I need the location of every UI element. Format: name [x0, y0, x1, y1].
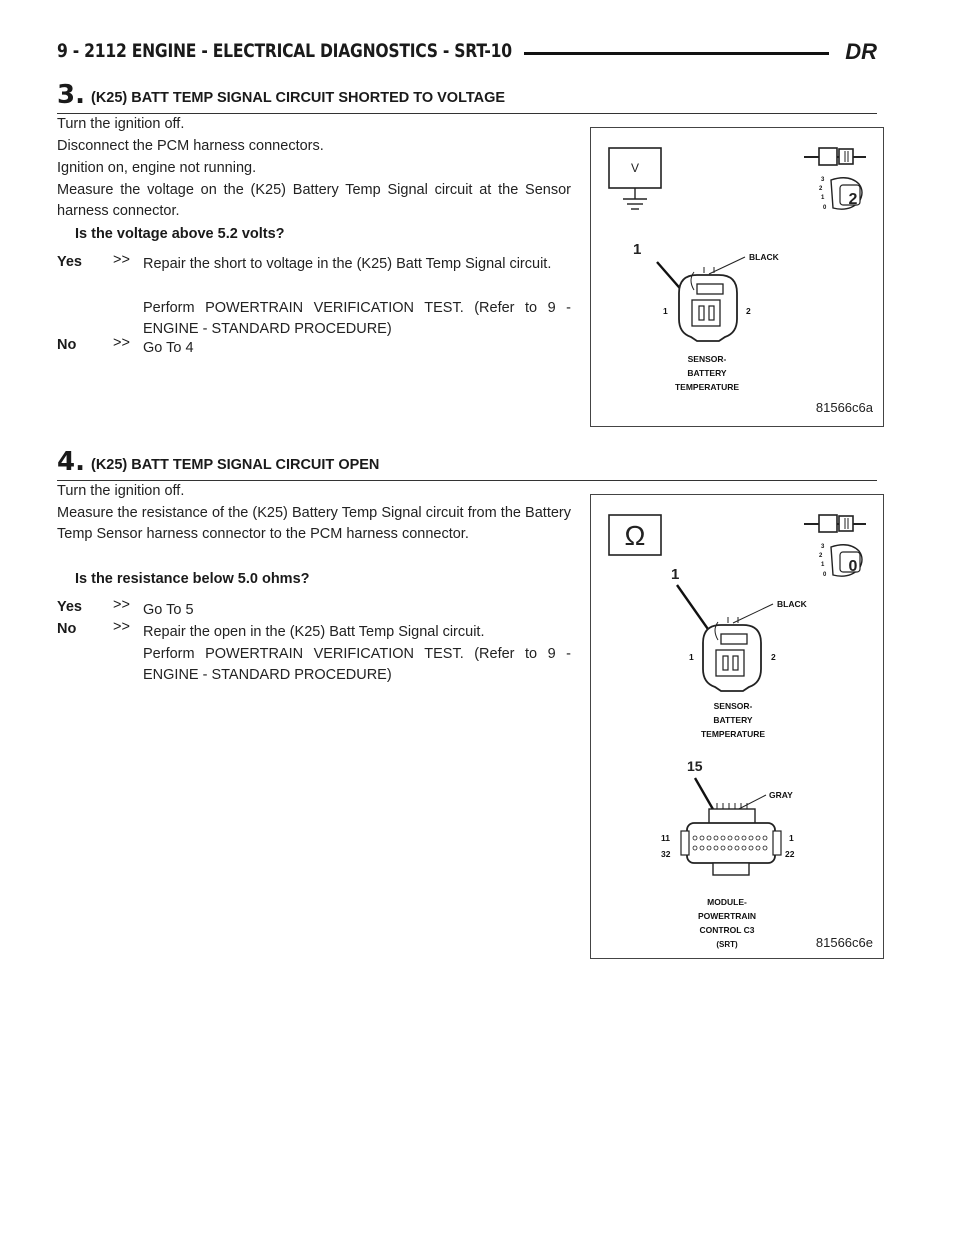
no-action: Go To 4 [143, 340, 194, 356]
figure-code: 81566c6a [815, 400, 873, 415]
yes-label: Yes [57, 599, 82, 615]
step-3-para-3: Ignition on, engine not running. [57, 160, 257, 176]
pin-label-left: 1 [663, 306, 668, 316]
header-rule [524, 52, 829, 55]
component-label-1: SENSOR- [687, 354, 727, 364]
ignition-key-icon [819, 177, 862, 211]
no-action-2: Perform POWERTRAIN VERIFICATION TEST. (Refer to 9 - ENGINE - STANDARD PROCEDURE) [143, 646, 571, 683]
svg-text:3: 3 [821, 544, 825, 550]
callout-15: 15 [687, 758, 703, 774]
pcm-pin-1: 1 [789, 833, 794, 843]
model-code: DR [845, 39, 877, 64]
svg-text:2: 2 [819, 186, 823, 192]
wire-color-2: GRAY [769, 790, 793, 800]
pcm-pin-22: 22 [785, 849, 795, 859]
step-number: 4. [57, 447, 85, 477]
svg-text:2: 2 [819, 553, 823, 559]
meter-symbol: V [630, 161, 640, 175]
pcm-connector [681, 803, 781, 875]
svg-text:0: 0 [823, 205, 827, 211]
svg-text:1: 1 [821, 562, 825, 568]
pcm-label-1: MODULE- [707, 897, 747, 907]
svg-text:3: 3 [821, 177, 825, 183]
callout-1: 1 [671, 566, 680, 583]
svg-text:2: 2 [848, 191, 858, 208]
ignition-switch-icon [804, 148, 866, 165]
arrow-glyph: >> [113, 252, 130, 268]
ignition-switch-icon [804, 515, 866, 532]
step-3-para-4: Measure the voltage on the (K25) Battery Temp Signal circuit at the Sensor harness connector. [57, 182, 571, 219]
step-3-para-2: Disconnect the PCM harness connectors. [57, 138, 324, 154]
figure-code: 81566c6e [815, 935, 873, 950]
arrow-glyph: >> [113, 597, 130, 613]
sensor-connector [679, 267, 737, 341]
no-action-1: Repair the open in the (K25) Batt Temp Signal circuit. [143, 624, 485, 640]
step-4-question: Is the resistance below 5.0 ohms? [75, 571, 310, 587]
wire-color: BLACK [749, 252, 779, 262]
svg-text:0: 0 [848, 558, 858, 575]
pin-label-right: 2 [746, 306, 751, 316]
component-label-3: TEMPERATURE [674, 382, 740, 392]
page-header [57, 40, 877, 70]
arrow-glyph: >> [113, 619, 130, 635]
no-label: No [57, 337, 77, 353]
pcm-label-4: (SRT) [716, 940, 738, 949]
step-3-question: Is the voltage above 5.2 volts? [75, 226, 285, 242]
sensor-connector [703, 617, 761, 691]
wire-color-1: BLACK [777, 599, 807, 609]
component-label-1: SENSOR- [713, 701, 753, 711]
figure-resistance-test [590, 494, 884, 959]
component-label-3: TEMPERATURE [700, 729, 766, 739]
step-number: 3. [57, 80, 85, 110]
page-title: 9 - 2112 ENGINE - ELECTRICAL DIAGNOSTICS - SRT-10 [57, 40, 512, 62]
arrow-glyph: >> [113, 335, 130, 351]
yes-label: Yes [57, 254, 82, 270]
pcm-pin-11: 11 [661, 833, 670, 843]
pcm-label-3: CONTROL C3 [699, 925, 755, 935]
pin-label-left: 1 [689, 652, 694, 662]
step-3-para-1: Turn the ignition off. [57, 116, 185, 132]
yes-action-2: Perform POWERTRAIN VERIFICATION TEST. (Refer to 9 - ENGINE - STANDARD PROCEDURE) [143, 300, 571, 337]
pin-label-right: 2 [771, 652, 776, 662]
pcm-pin-32: 32 [661, 849, 671, 859]
step-title: (K25) BATT TEMP SIGNAL CIRCUIT SHORTED TO VOLTAGE [91, 90, 506, 106]
yes-action: Go To 5 [143, 602, 194, 618]
pcm-label-2: POWERTRAIN [697, 911, 757, 921]
figure-voltage-test [590, 127, 884, 427]
svg-text:1: 1 [821, 195, 825, 201]
step-4-para-2: Measure the resistance of the (K25) Battery Temp Signal circuit from the Battery Temp Sensor harness connector to the PCM harness connector. [57, 505, 571, 542]
component-label-2: BATTERY [713, 715, 753, 725]
ohm-icon: Ω [624, 520, 646, 551]
component-label-2: BATTERY [687, 368, 727, 378]
step-4-para-1: Turn the ignition off. [57, 483, 185, 499]
no-label: No [57, 621, 77, 637]
step-title: (K25) BATT TEMP SIGNAL CIRCUIT OPEN [91, 457, 380, 473]
svg-text:0: 0 [823, 572, 827, 578]
yes-action-1: Repair the short to voltage in the (K25) Batt Temp Signal circuit. [143, 256, 552, 272]
ignition-key-icon [819, 544, 862, 578]
callout-1: 1 [633, 241, 642, 258]
